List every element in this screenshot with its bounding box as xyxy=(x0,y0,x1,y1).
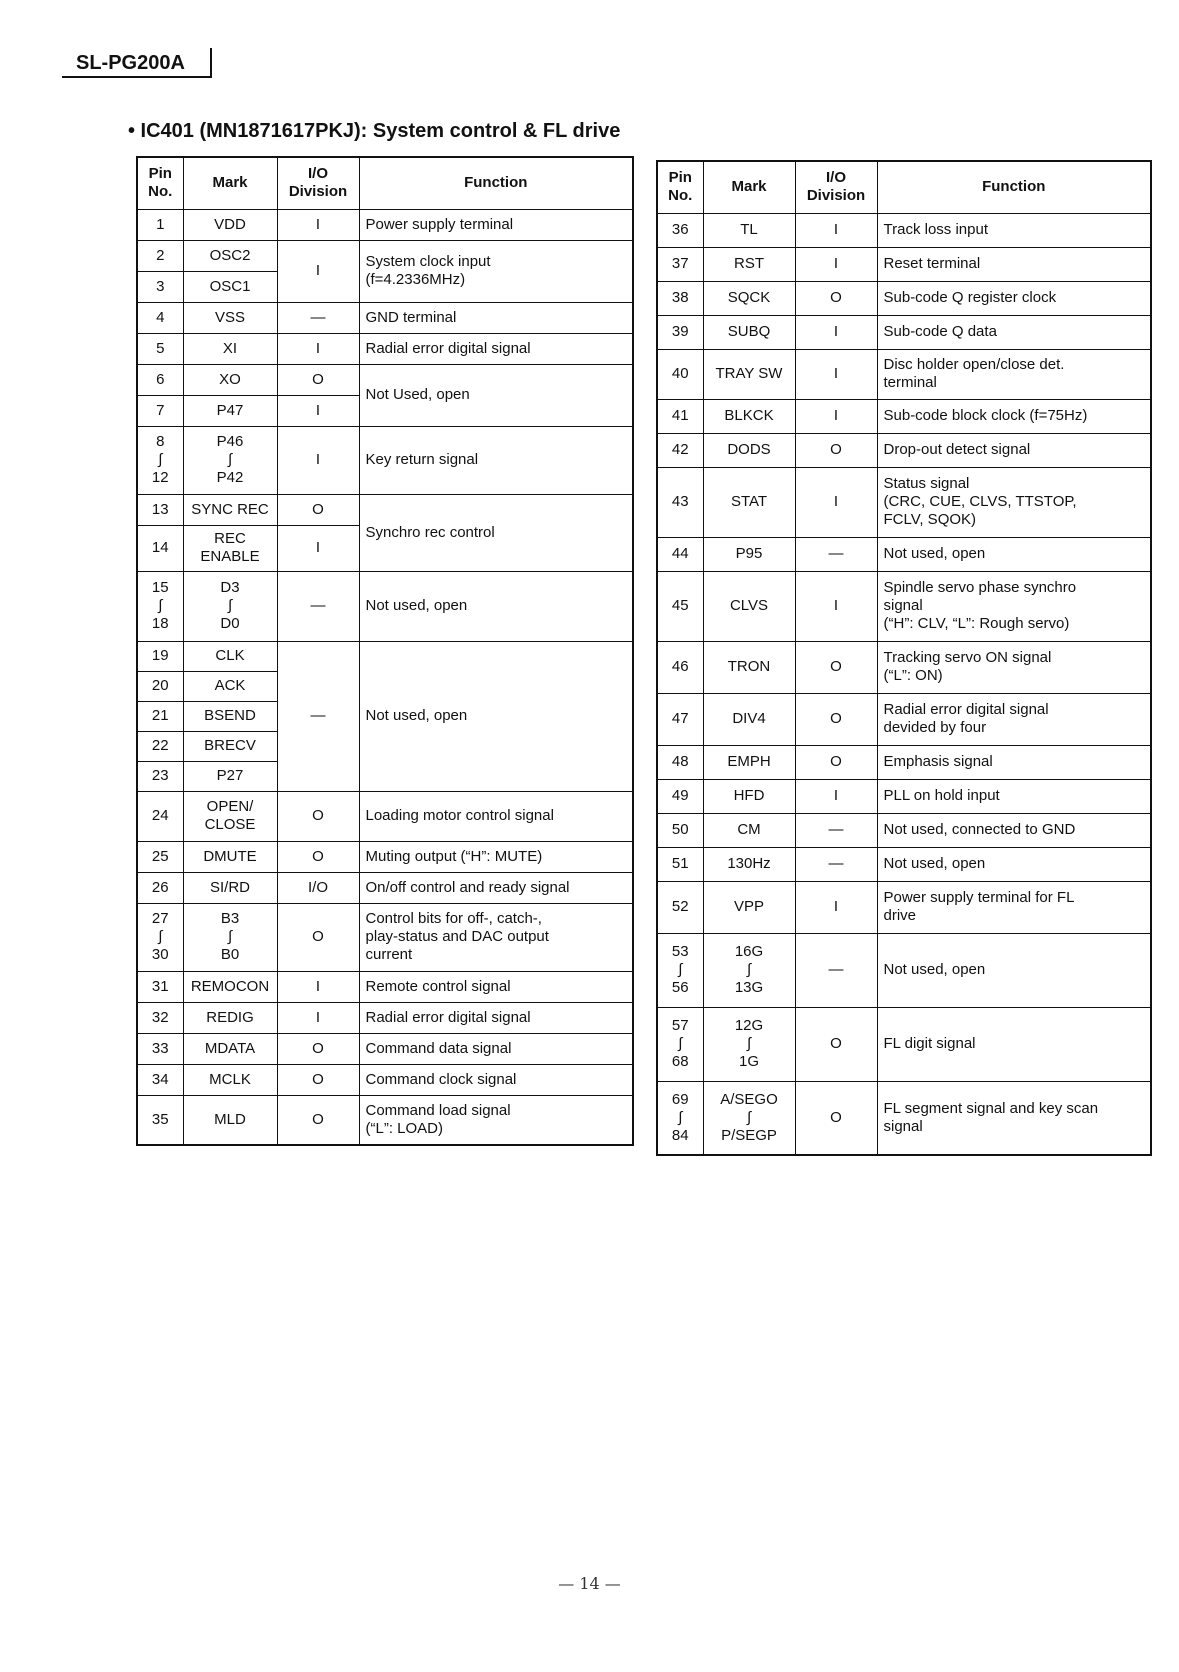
pin-no: 27 ∫ 30 xyxy=(137,903,183,971)
function: Reset terminal xyxy=(877,247,1151,281)
mark: SUBQ xyxy=(703,315,795,349)
pin-no: 38 xyxy=(657,281,703,315)
io-division: O xyxy=(795,281,877,315)
io-division: I xyxy=(277,426,359,494)
io-division: O xyxy=(795,433,877,467)
mark: DODS xyxy=(703,433,795,467)
col-header-function: Function xyxy=(877,161,1151,213)
function: Command load signal (“L”: LOAD) xyxy=(359,1095,633,1145)
table-row xyxy=(657,399,1151,433)
table-row xyxy=(137,1002,633,1033)
function: Radial error digital signal xyxy=(359,1002,633,1033)
mark: OPEN/ CLOSE xyxy=(183,791,277,841)
io-division: I/O xyxy=(277,872,359,903)
pin-no: 35 xyxy=(137,1095,183,1145)
mark: REC ENABLE xyxy=(183,525,277,571)
io-division: I xyxy=(277,209,359,240)
mark: P47 xyxy=(183,395,277,426)
function: Sub-code Q register clock xyxy=(877,281,1151,315)
io-division: O xyxy=(277,364,359,395)
function: Tracking servo ON signal (“L”: ON) xyxy=(877,641,1151,693)
col-header-mark: Mark xyxy=(183,157,277,209)
function: Synchro rec control xyxy=(359,494,633,571)
pin-no: 49 xyxy=(657,779,703,813)
function: Track loss input xyxy=(877,213,1151,247)
table-row xyxy=(657,315,1151,349)
page-number: — 14 — xyxy=(558,1574,621,1593)
pin-no: 20 xyxy=(137,671,183,701)
pin-no: 5 xyxy=(137,333,183,364)
pin-table-left xyxy=(136,156,634,1146)
pin-no: 25 xyxy=(137,841,183,872)
pin-no: 39 xyxy=(657,315,703,349)
function: FL digit signal xyxy=(877,1007,1151,1081)
mark: A/SEGO ∫ P/SEGP xyxy=(703,1081,795,1155)
mark: P95 xyxy=(703,537,795,571)
col-header-function: Function xyxy=(359,157,633,209)
table-row xyxy=(657,847,1151,881)
pin-no: 6 xyxy=(137,364,183,395)
io-division: O xyxy=(277,1095,359,1145)
pin-no: 2 xyxy=(137,240,183,271)
io-division: O xyxy=(795,641,877,693)
function: Control bits for off-, catch-, play-status and DAC output current xyxy=(359,903,633,971)
function: Command data signal xyxy=(359,1033,633,1064)
table-row xyxy=(137,1033,633,1064)
function: On/off control and ready signal xyxy=(359,872,633,903)
pin-no: 40 xyxy=(657,349,703,399)
pin-no: 52 xyxy=(657,881,703,933)
function: Muting output (“H”: MUTE) xyxy=(359,841,633,872)
pin-table-right xyxy=(656,160,1152,1156)
pin-no: 45 xyxy=(657,571,703,641)
mark: ACK xyxy=(183,671,277,701)
col-header-pin: Pin No. xyxy=(137,157,183,209)
pin-no: 34 xyxy=(137,1064,183,1095)
pin-no: 47 xyxy=(657,693,703,745)
io-division: — xyxy=(277,302,359,333)
table-row xyxy=(137,903,633,971)
table-row xyxy=(657,537,1151,571)
table-row xyxy=(657,1081,1151,1155)
mark: VSS xyxy=(183,302,277,333)
io-division: O xyxy=(277,494,359,525)
io-division: I xyxy=(277,1002,359,1033)
io-division: — xyxy=(795,537,877,571)
table-row xyxy=(137,364,633,395)
mark: 16G ∫ 13G xyxy=(703,933,795,1007)
function: Power supply terminal for FL drive xyxy=(877,881,1151,933)
io-division: — xyxy=(795,813,877,847)
section-title: • IC401 (MN1871617PKJ): System control & FL drive xyxy=(128,120,621,142)
io-division: I xyxy=(795,349,877,399)
mark: SYNC REC xyxy=(183,494,277,525)
io-division: I xyxy=(795,213,877,247)
pin-no: 44 xyxy=(657,537,703,571)
function: Status signal (CRC, CUE, CLVS, TTSTOP, FCLV, SQOK) xyxy=(877,467,1151,537)
pin-no: 19 xyxy=(137,641,183,671)
io-division: I xyxy=(795,881,877,933)
mark: OSC1 xyxy=(183,271,277,302)
pin-no: 43 xyxy=(657,467,703,537)
function: GND terminal xyxy=(359,302,633,333)
pin-no: 13 xyxy=(137,494,183,525)
mark: 12G ∫ 1G xyxy=(703,1007,795,1081)
io-division: I xyxy=(795,399,877,433)
pin-no: 23 xyxy=(137,761,183,791)
pin-no: 31 xyxy=(137,971,183,1002)
pin-no: 46 xyxy=(657,641,703,693)
pin-no: 15 ∫ 18 xyxy=(137,571,183,641)
table-row xyxy=(137,571,633,641)
io-division: — xyxy=(277,641,359,791)
mark: EMPH xyxy=(703,745,795,779)
io-division: I xyxy=(795,315,877,349)
col-header-mark: Mark xyxy=(703,161,795,213)
mark: RST xyxy=(703,247,795,281)
function: FL segment signal and key scan signal xyxy=(877,1081,1151,1155)
mark: MCLK xyxy=(183,1064,277,1095)
io-division: I xyxy=(277,971,359,1002)
io-division: O xyxy=(277,903,359,971)
pin-no: 50 xyxy=(657,813,703,847)
mark: B3 ∫ B0 xyxy=(183,903,277,971)
table-row xyxy=(137,641,633,671)
function: Disc holder open/close det. terminal xyxy=(877,349,1151,399)
table-row xyxy=(137,426,633,494)
mark: DMUTE xyxy=(183,841,277,872)
mark: DIV4 xyxy=(703,693,795,745)
mark: BSEND xyxy=(183,701,277,731)
function: Not used, open xyxy=(359,641,633,791)
io-division: — xyxy=(795,933,877,1007)
io-division: I xyxy=(795,247,877,281)
table-row xyxy=(137,791,633,841)
function: Sub-code Q data xyxy=(877,315,1151,349)
pin-no: 26 xyxy=(137,872,183,903)
mark: VPP xyxy=(703,881,795,933)
table-row xyxy=(657,433,1151,467)
table-row xyxy=(657,881,1151,933)
mark: D3 ∫ D0 xyxy=(183,571,277,641)
pin-no: 41 xyxy=(657,399,703,433)
function: Spindle servo phase synchro signal (“H”: CLV, “L”: Rough servo) xyxy=(877,571,1151,641)
table-row xyxy=(657,745,1151,779)
table-row xyxy=(137,1064,633,1095)
table-row xyxy=(137,872,633,903)
table-row xyxy=(137,971,633,1002)
io-division: O xyxy=(795,745,877,779)
io-division: I xyxy=(277,240,359,302)
io-division: O xyxy=(795,1007,877,1081)
pin-no: 14 xyxy=(137,525,183,571)
mark: MLD xyxy=(183,1095,277,1145)
function: Emphasis signal xyxy=(877,745,1151,779)
io-division: I xyxy=(795,467,877,537)
io-division: O xyxy=(277,841,359,872)
table-row xyxy=(657,247,1151,281)
mark: CLVS xyxy=(703,571,795,641)
table-row xyxy=(137,494,633,525)
function: Drop-out detect signal xyxy=(877,433,1151,467)
mark: SI/RD xyxy=(183,872,277,903)
function: PLL on hold input xyxy=(877,779,1151,813)
pin-no: 21 xyxy=(137,701,183,731)
mark: MDATA xyxy=(183,1033,277,1064)
mark: TRON xyxy=(703,641,795,693)
mark: REDIG xyxy=(183,1002,277,1033)
pin-no: 36 xyxy=(657,213,703,247)
mark: HFD xyxy=(703,779,795,813)
model-label: SL-PG200A xyxy=(62,48,212,78)
table-row xyxy=(657,467,1151,537)
function: Radial error digital signal devided by four xyxy=(877,693,1151,745)
col-header-io: I/O Division xyxy=(795,161,877,213)
io-division: I xyxy=(277,395,359,426)
pin-no: 51 xyxy=(657,847,703,881)
pin-no: 7 xyxy=(137,395,183,426)
pin-no: 8 ∫ 12 xyxy=(137,426,183,494)
function: Not used, open xyxy=(877,537,1151,571)
io-division: O xyxy=(277,791,359,841)
pin-no: 24 xyxy=(137,791,183,841)
mark: TL xyxy=(703,213,795,247)
io-division: I xyxy=(795,779,877,813)
function: Loading motor control signal xyxy=(359,791,633,841)
io-division: O xyxy=(277,1064,359,1095)
table-row xyxy=(137,1095,633,1145)
mark: CM xyxy=(703,813,795,847)
io-division: O xyxy=(277,1033,359,1064)
io-division: — xyxy=(795,847,877,881)
pin-no: 57 ∫ 68 xyxy=(657,1007,703,1081)
table-row xyxy=(657,813,1151,847)
table-row xyxy=(657,641,1151,693)
table-row xyxy=(137,240,633,271)
function: Not used, open xyxy=(877,933,1151,1007)
io-division: O xyxy=(795,1081,877,1155)
function: Sub-code block clock (f=75Hz) xyxy=(877,399,1151,433)
pin-no: 3 xyxy=(137,271,183,302)
pin-no: 4 xyxy=(137,302,183,333)
table-row xyxy=(657,213,1151,247)
col-header-pin: Pin No. xyxy=(657,161,703,213)
mark: VDD xyxy=(183,209,277,240)
table-row xyxy=(657,349,1151,399)
table-row xyxy=(657,693,1151,745)
pin-no: 42 xyxy=(657,433,703,467)
col-header-io: I/O Division xyxy=(277,157,359,209)
pin-no: 32 xyxy=(137,1002,183,1033)
mark: 130Hz xyxy=(703,847,795,881)
pin-no: 37 xyxy=(657,247,703,281)
mark: OSC2 xyxy=(183,240,277,271)
mark: SQCK xyxy=(703,281,795,315)
mark: BLKCK xyxy=(703,399,795,433)
function: Not used, open xyxy=(359,571,633,641)
table-row xyxy=(137,302,633,333)
table-row xyxy=(657,571,1151,641)
io-division: I xyxy=(795,571,877,641)
function: Not used, open xyxy=(877,847,1151,881)
function: Power supply terminal xyxy=(359,209,633,240)
mark: CLK xyxy=(183,641,277,671)
mark: XI xyxy=(183,333,277,364)
io-division: I xyxy=(277,333,359,364)
pin-no: 22 xyxy=(137,731,183,761)
mark: STAT xyxy=(703,467,795,537)
mark: XO xyxy=(183,364,277,395)
table-row xyxy=(657,281,1151,315)
pin-no: 48 xyxy=(657,745,703,779)
table-row xyxy=(657,779,1151,813)
mark: REMOCON xyxy=(183,971,277,1002)
function: Remote control signal xyxy=(359,971,633,1002)
table-row xyxy=(137,841,633,872)
table-row xyxy=(137,333,633,364)
mark: P46 ∫ P42 xyxy=(183,426,277,494)
function: Not Used, open xyxy=(359,364,633,426)
pin-no: 33 xyxy=(137,1033,183,1064)
table-row xyxy=(657,933,1151,1007)
pin-no: 69 ∫ 84 xyxy=(657,1081,703,1155)
function: Not used, connected to GND xyxy=(877,813,1151,847)
function: Key return signal xyxy=(359,426,633,494)
table-row xyxy=(137,209,633,240)
pin-no: 1 xyxy=(137,209,183,240)
table-row xyxy=(657,1007,1151,1081)
function: Radial error digital signal xyxy=(359,333,633,364)
mark: P27 xyxy=(183,761,277,791)
io-division: O xyxy=(795,693,877,745)
function: Command clock signal xyxy=(359,1064,633,1095)
mark: BRECV xyxy=(183,731,277,761)
io-division: — xyxy=(277,571,359,641)
pin-no: 53 ∫ 56 xyxy=(657,933,703,1007)
io-division: I xyxy=(277,525,359,571)
function: System clock input (f=4.2336MHz) xyxy=(359,240,633,302)
mark: TRAY SW xyxy=(703,349,795,399)
